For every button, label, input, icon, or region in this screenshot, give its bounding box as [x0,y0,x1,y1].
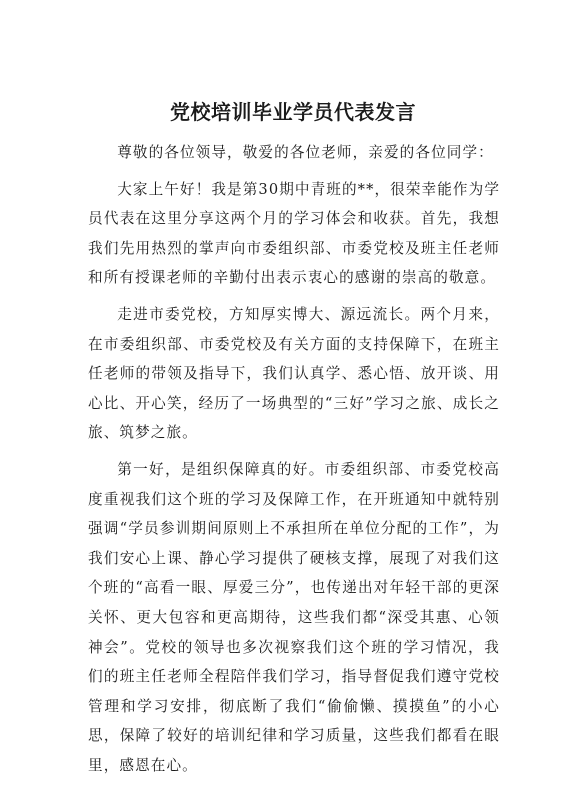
paragraph-greeting: 大家上午好！我是第30期中青班的**，很荣幸能作为学员代表在这里分享这两个月的学习体会和收获。首先，我想我们先用热烈的掌声向市委组织部、市委党校及班主任老师和所有授课老师的辛勤付出表示衷心的感谢的崇高的敬意。 [88,180,501,287]
document-body [88,138,500,787]
document-title: 党校培训毕业学员代表发言 [170,100,416,124]
paragraph-introduction: 走进市委党校，方知厚实博大、源远流长。两个月来，在市委组织部、市委党校及有关方面的支持保障下，在班主任老师的带领及指导下，我们认真学、悉心悟、放开谈、用心比、开心笑，经历了一场典型的“三好”学习之旅、成长之旅、筑梦之旅。 [88,305,500,442]
paragraph-first-good: 第一好，是组织保障真的好。市委组织部、市委党校高度重视我们这个班的学习及保障工作，在开班通知中就特别强调“学员参训期间原则上不承担所在单位分配的工作”，为我们安心上课、静心学习提供了硬核支撑，展现了对我们这个班的“高看一眼、厚爱三分”，也传递出对年轻干部的更深关怀、更大包容和更高期待，这些我们都“深受其惠、心领神会”。党校的领导也多次视察我们这个班的学习情况，我们的班主任老师全程陪伴我们学习，指导督促我们遵守党校管理和学习安排，彻底断了我们“偷偷懒、摸摸鱼”的小心思，保障了较好的培训纪律和学习质量，这些我们都看在眼里，感恩在心。 [88,460,500,774]
salutation: 尊敬的各位领导，敬爱的各位老师，亲爱的各位同学： [117,144,494,161]
